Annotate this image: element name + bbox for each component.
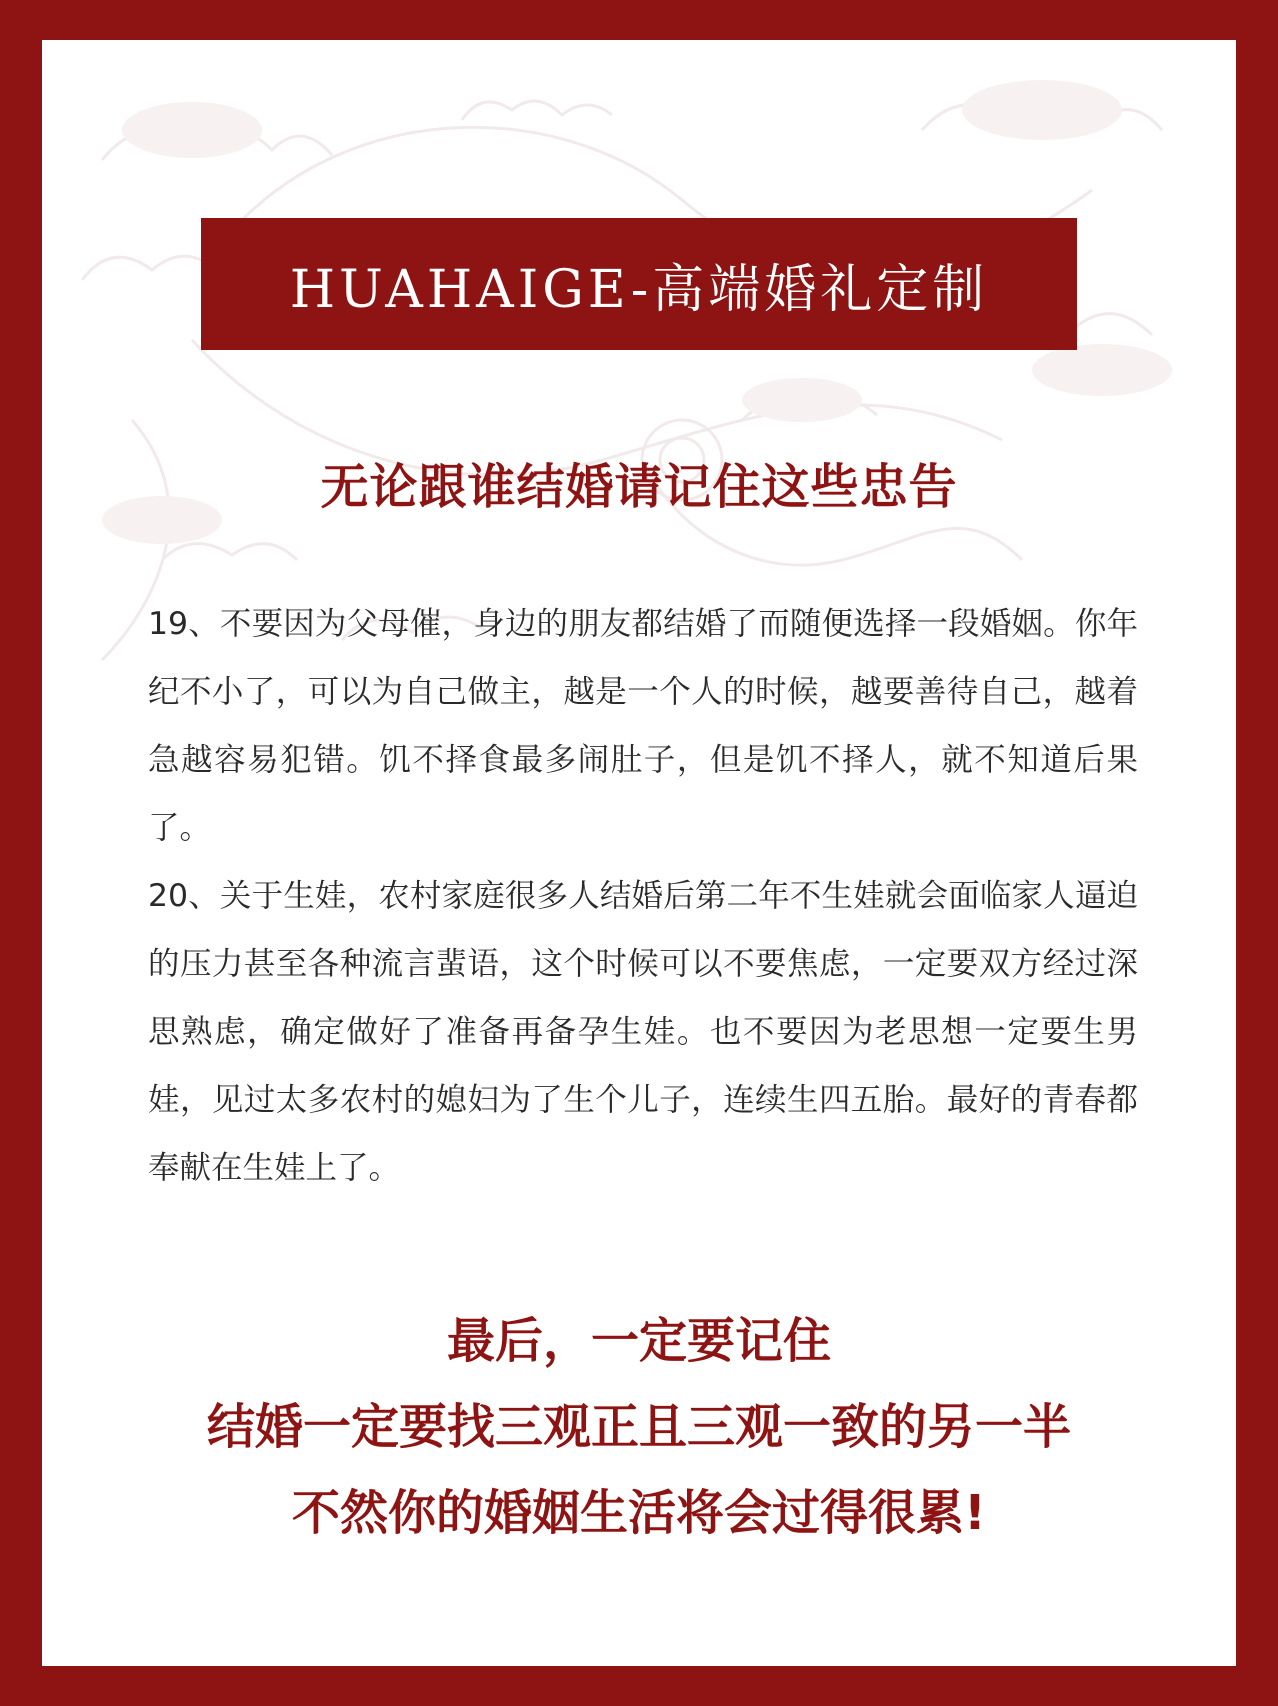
title-banner (201, 218, 1077, 350)
brand-title: HUAHAIGE-高端婚礼定制 (289, 259, 989, 320)
paragraph-19: 19、不要因为父母催，身边的朋友都结婚了而随便选择一段婚姻。你年纪不小了，可以为自己做主，越是一个人的时候，越要善待自己，越着急越容易犯错。饥不择食最多闹肚子，但是饥不择人，就不知道后果了。 (148, 606, 1138, 846)
closing-message (42, 1298, 1236, 1556)
paragraph-20: 20、关于生娃，农村家庭很多人结婚后第二年不生娃就会面临家人逼迫的压力甚至各种流言蜚语，这个时候可以不要焦虑，一定要双方经过深思熟虑，确定做好了准备再备孕生娃。也不要因为老思想一定要生男娃，见过太多农村的媳妇为了生个儿子，连续生四五胎。最好的青春都奉献在生娃上了。 (148, 878, 1138, 1186)
closing-line-2: 结婚一定要找三观正且三观一致的另一半 (206, 1399, 1071, 1455)
headline: 无论跟谁结婚请记住这些忠告 (320, 459, 958, 515)
closing-line-1: 最后，一定要记住 (446, 1313, 831, 1369)
body-text (148, 590, 1138, 1202)
poster-card (42, 40, 1236, 1666)
closing-line-3: 不然你的婚姻生活将会过得很累! (292, 1485, 986, 1541)
